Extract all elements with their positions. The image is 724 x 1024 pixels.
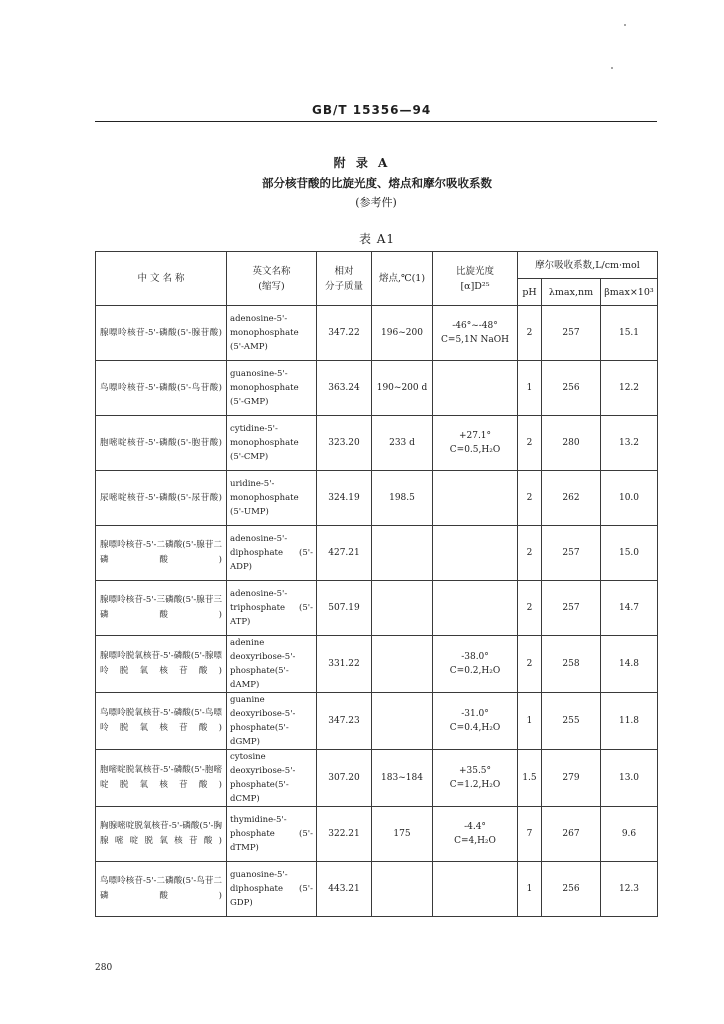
cell-english-name: guanosine-5'-diphosphate (5'-GDP) [227, 862, 317, 917]
table-row [96, 526, 658, 581]
cell-chinese-name: 腺嘌呤核苷-5'-二磷酸(5'-腺苷二磷酸) [96, 526, 227, 581]
appendix-title: 部分核苷酸的比旋光度、熔点和摩尔吸收系数 [262, 176, 492, 190]
cell-specific-rotation [433, 581, 518, 636]
rotation-condition: C=0.5,H₂O [449, 445, 501, 455]
cell-melting-point [372, 581, 433, 636]
cell-melting-point [372, 526, 433, 581]
nucleotide-table [95, 251, 658, 917]
header-melting-point: 熔点,℃(1) [372, 252, 433, 306]
cell-ph: 7 [518, 807, 542, 862]
cell-english-name: cytidine-5'-monophosphate (5'-CMP) [227, 416, 317, 471]
cell-english-name: adenosine-5'-triphosphate (5'-ATP) [227, 581, 317, 636]
rotation-value: -38.0° [461, 652, 489, 662]
cell-specific-rotation [433, 862, 518, 917]
cell-ph: 1 [518, 693, 542, 750]
header-molecular-weight: 相对 分子质量 [317, 252, 372, 306]
cell-chinese-name: 胸腺嘧啶脱氧核苷-5'-磷酸(5'-胸腺嘧啶脱氧核苷酸) [96, 807, 227, 862]
cell-chinese-name: 尿嘧啶核苷-5'-磷酸(5'-尿苷酸) [96, 471, 227, 526]
cell-ph: 1 [518, 862, 542, 917]
header-rule [95, 121, 657, 122]
table-row [96, 416, 658, 471]
cell-specific-rotation [433, 306, 518, 361]
cell-ph: 2 [518, 636, 542, 693]
cell-lambda-max: 279 [542, 750, 601, 807]
header-english-name: 英文名称 (缩写) [227, 252, 317, 306]
header-specific-rotation: 比旋光度 [α]D²⁵ [433, 252, 518, 306]
cell-chinese-name: 胞嘧啶核苷-5'-磷酸(5'-胞苷酸) [96, 416, 227, 471]
cell-lambda-max: 255 [542, 693, 601, 750]
scan-speck [611, 67, 613, 69]
table-row [96, 471, 658, 526]
table-row [96, 750, 658, 807]
cell-molecular-weight: 331.22 [317, 636, 372, 693]
cell-chinese-name: 胞嘧啶脱氧核苷-5'-磷酸(5'-胞嘧啶脱氧核苷酸) [96, 750, 227, 807]
table-row [96, 862, 658, 917]
cell-molecular-weight: 324.19 [317, 471, 372, 526]
cell-ph: 2 [518, 526, 542, 581]
cell-melting-point: 175 [372, 807, 433, 862]
cell-melting-point [372, 862, 433, 917]
cell-melting-point: 198.5 [372, 471, 433, 526]
cell-specific-rotation [433, 636, 518, 693]
cell-beta-max: 15.0 [601, 526, 658, 581]
cell-ph: 1 [518, 361, 542, 416]
header-molar-absorption: 摩尔吸收系数,L/cm·mol [518, 252, 658, 279]
rotation-value: +35.5° [458, 766, 492, 776]
cell-english-name: uridine-5'-monophosphate (5'-UMP) [227, 471, 317, 526]
header-beta-max: βmax×10³ [601, 279, 658, 306]
cell-melting-point: 233 d [372, 416, 433, 471]
cell-lambda-max: 257 [542, 581, 601, 636]
cell-lambda-max: 257 [542, 526, 601, 581]
cell-english-name: adenosine-5'-diphosphate (5'-ADP) [227, 526, 317, 581]
cell-specific-rotation [433, 471, 518, 526]
appendix-note: (参考件) [355, 196, 397, 209]
cell-molecular-weight: 363.24 [317, 361, 372, 416]
cell-molecular-weight: 427.21 [317, 526, 372, 581]
cell-english-name: adenine deoxyribose-5'-phosphate(5'-dAMP) [227, 636, 317, 693]
header-ph: pH [518, 279, 542, 306]
header-chinese-name: 中 文 名 称 [96, 252, 227, 306]
cell-chinese-name: 鸟嘌呤核苷-5'-磷酸(5'-鸟苷酸) [96, 361, 227, 416]
cell-beta-max: 15.1 [601, 306, 658, 361]
header-lambda-max: λmax,nm [542, 279, 601, 306]
cell-english-name: cytosine deoxyribose-5'-phosphate(5'-dCMP) [227, 750, 317, 807]
rotation-value: -46°~-48° [452, 321, 498, 331]
rotation-condition: C=4,H₂O [454, 836, 496, 846]
cell-chinese-name: 鸟嘌呤核苷-5'-二磷酸(5'-鸟苷二磷酸) [96, 862, 227, 917]
cell-chinese-name: 鸟嘌呤脱氧核苷-5'-磷酸(5'-鸟嘌呤脱氧核苷酸) [96, 693, 227, 750]
cell-melting-point: 196~200 [372, 306, 433, 361]
cell-beta-max: 12.2 [601, 361, 658, 416]
cell-specific-rotation [433, 807, 518, 862]
rotation-value: -4.4° [464, 822, 486, 832]
rotation-value: +27.1° [458, 431, 492, 441]
cell-beta-max: 13.0 [601, 750, 658, 807]
cell-molecular-weight: 347.23 [317, 693, 372, 750]
cell-molecular-weight: 322.21 [317, 807, 372, 862]
rotation-condition: C=0.2,H₂O [449, 666, 501, 676]
page-number: 280 [95, 963, 113, 973]
cell-specific-rotation [433, 361, 518, 416]
cell-specific-rotation [433, 750, 518, 807]
table-row [96, 693, 658, 750]
cell-ph: 2 [518, 306, 542, 361]
table-row [96, 636, 658, 693]
cell-melting-point [372, 693, 433, 750]
cell-beta-max: 12.3 [601, 862, 658, 917]
cell-lambda-max: 256 [542, 361, 601, 416]
cell-lambda-max: 258 [542, 636, 601, 693]
cell-melting-point: 190~200 d [372, 361, 433, 416]
cell-specific-rotation [433, 416, 518, 471]
cell-ph: 1.5 [518, 750, 542, 807]
cell-molecular-weight: 443.21 [317, 862, 372, 917]
cell-melting-point: 183~184 [372, 750, 433, 807]
cell-ph: 2 [518, 581, 542, 636]
rotation-condition: C=5,1N NaOH [441, 335, 509, 345]
rotation-condition: C=0.4,H₂O [449, 723, 501, 733]
table-row [96, 581, 658, 636]
cell-molecular-weight: 347.22 [317, 306, 372, 361]
cell-lambda-max: 280 [542, 416, 601, 471]
cell-beta-max: 11.8 [601, 693, 658, 750]
cell-beta-max: 13.2 [601, 416, 658, 471]
cell-beta-max: 14.8 [601, 636, 658, 693]
table-row [96, 807, 658, 862]
cell-lambda-max: 267 [542, 807, 601, 862]
cell-specific-rotation [433, 526, 518, 581]
rotation-condition: C=1.2,H₂O [449, 780, 501, 790]
cell-lambda-max: 257 [542, 306, 601, 361]
cell-chinese-name: 腺嘌呤核苷-5'-磷酸(5'-腺苷酸) [96, 306, 227, 361]
cell-beta-max: 14.7 [601, 581, 658, 636]
cell-chinese-name: 腺嘌呤脱氧核苷-5'-磷酸(5'-腺嘌呤脱氧核苷酸) [96, 636, 227, 693]
scan-speck [624, 24, 626, 26]
table-label: 表 A1 [358, 232, 396, 246]
cell-beta-max: 10.0 [601, 471, 658, 526]
standard-code-header: GB/T 15356—94 [312, 103, 432, 117]
cell-chinese-name: 腺嘌呤核苷-5'-三磷酸(5'-腺苷三磷酸) [96, 581, 227, 636]
cell-english-name: guanosine-5'-monophosphate (5'-GMP) [227, 361, 317, 416]
cell-melting-point [372, 636, 433, 693]
cell-molecular-weight: 507.19 [317, 581, 372, 636]
cell-beta-max: 9.6 [601, 807, 658, 862]
appendix-label: 附 录 A [333, 156, 391, 170]
cell-english-name: adenosine-5'-monophosphate (5'-AMP) [227, 306, 317, 361]
cell-ph: 2 [518, 471, 542, 526]
cell-english-name: guanine deoxyribose-5'-phosphate(5'-dGMP) [227, 693, 317, 750]
cell-lambda-max: 262 [542, 471, 601, 526]
cell-english-name: thymidine-5'-phosphate (5'-dTMP) [227, 807, 317, 862]
table-row [96, 306, 658, 361]
cell-specific-rotation [433, 693, 518, 750]
cell-ph: 2 [518, 416, 542, 471]
table-row [96, 361, 658, 416]
cell-lambda-max: 256 [542, 862, 601, 917]
cell-molecular-weight: 307.20 [317, 750, 372, 807]
cell-molecular-weight: 323.20 [317, 416, 372, 471]
rotation-value: -31.0° [461, 709, 489, 719]
